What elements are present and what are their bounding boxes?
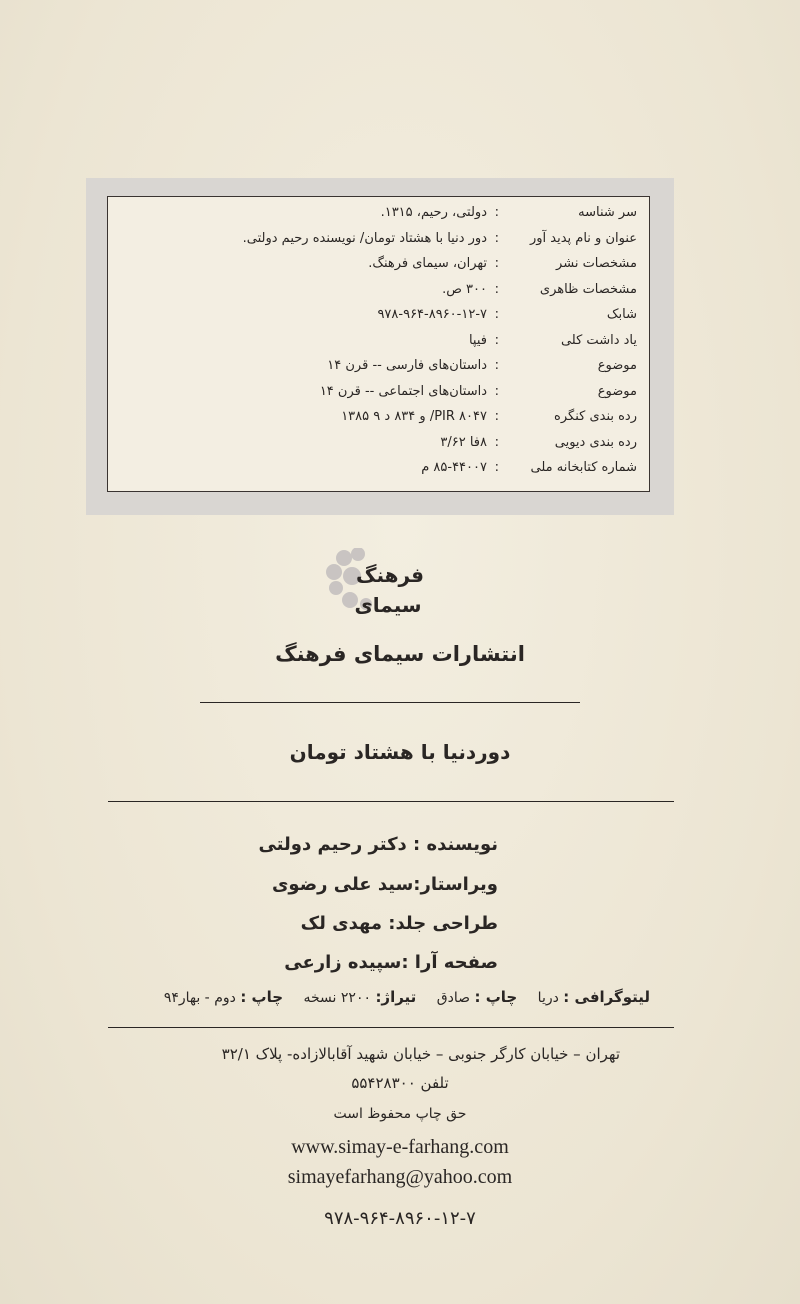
edition-value: دوم - بهار۹۴ xyxy=(163,990,236,1006)
cataloging-colon: : xyxy=(494,409,499,424)
cataloging-colon: : xyxy=(494,256,499,271)
cataloging-row xyxy=(108,333,649,359)
cataloging-value: داستان‌های اجتماعی -- قرن ۱۴ xyxy=(319,383,487,399)
cataloging-colon: : xyxy=(494,358,499,373)
publisher-phone: تلفن ۵۵۴۲۸۳۰۰ xyxy=(351,1074,449,1092)
print-info-line xyxy=(164,988,650,1006)
cataloging-value: ۳۰۰ ص. xyxy=(442,281,487,297)
cataloging-row xyxy=(108,205,649,231)
cataloging-row xyxy=(108,307,649,333)
cataloging-row xyxy=(108,358,649,384)
cataloging-label: یاد داشت کلی xyxy=(560,332,637,348)
cataloging-value: ۸۵-۴۴۰۰۷ م xyxy=(421,460,487,475)
copyright-notice: حق چاپ محفوظ است xyxy=(333,1106,467,1122)
cataloging-value: داستان‌های فارسی -- قرن ۱۴ xyxy=(327,358,487,373)
publisher-address: تهران – خیابان کارگر جنوبی – خیابان شهید آقابالازاده- پلاک ۳۲/۱ xyxy=(221,1045,620,1063)
printer-label: چاپ : xyxy=(474,988,518,1006)
cataloging-value: ۹۷۸-۹۶۴-۸۹۶۰-۱۲-۷ xyxy=(377,307,487,322)
cataloging-row xyxy=(108,231,649,257)
cataloging-colon: : xyxy=(494,281,499,297)
cataloging-row xyxy=(108,435,649,461)
cataloging-value: ۸فا ۳/۶۲ xyxy=(440,434,487,450)
cataloging-value: تهران، سیمای فرهنگ. xyxy=(368,256,487,271)
divider-short xyxy=(200,702,580,703)
cataloging-row xyxy=(108,460,649,486)
cataloging-in-publication-box xyxy=(107,196,650,492)
cataloging-row xyxy=(108,256,649,282)
divider-title xyxy=(108,801,674,802)
cataloging-colon: : xyxy=(494,307,499,322)
logo-text-top: فرهنگ xyxy=(355,563,425,587)
email-link[interactable]: simayefarhang@yahoo.com xyxy=(287,1166,513,1188)
logo-text-bottom: سیمای xyxy=(354,593,422,617)
print-run-value: ۲۲۰۰ نسخه xyxy=(303,990,371,1006)
cataloging-colon: : xyxy=(494,230,499,246)
cataloging-colon: : xyxy=(494,383,499,399)
credit-cover-design: طراحی جلد: مهدی لک xyxy=(300,913,498,934)
cataloging-label: مشخصات ظاهری xyxy=(539,281,637,297)
isbn: ۹۷۸-۹۶۴-۸۹۶۰-۱۲-۷ xyxy=(324,1208,476,1229)
cataloging-label: رده بندی دیویی xyxy=(554,434,637,450)
book-title: دوردنیا با هشتاد تومان xyxy=(289,740,511,764)
credit-layout: صفحه آرا :سپیده زارعی xyxy=(284,952,498,973)
print-run-label: تیراژ: xyxy=(375,988,417,1006)
cataloging-colon: : xyxy=(494,205,499,220)
cataloging-label: شماره کتابخانه ملی xyxy=(530,460,637,475)
cataloging-colon: : xyxy=(494,332,499,348)
litho-value: دریا xyxy=(537,990,559,1006)
cataloging-value: دور دنیا با هشتاد تومان/ نویسنده رحیم دولتی. xyxy=(242,230,487,246)
publisher-logo xyxy=(322,548,442,624)
cataloging-row xyxy=(108,282,649,308)
publisher-name: انتشارات سیمای فرهنگ xyxy=(275,642,525,666)
credit-editor: ویراستار:سید علی رضوی xyxy=(271,874,498,895)
cataloging-value: PIR ۸۰۴۷/ و ۸۳۴ د ۹ ۱۳۸۵ xyxy=(341,409,487,424)
cataloging-row xyxy=(108,384,649,410)
edition-label: چاپ : xyxy=(240,988,284,1006)
divider-bottom xyxy=(108,1027,674,1028)
cataloging-label: عنوان و نام پدید آور xyxy=(529,230,637,246)
cataloging-value: دولتی، رحیم، ۱۳۱۵. xyxy=(380,205,487,220)
cataloging-colon: : xyxy=(494,460,499,475)
litho-label: لیتوگرافی : xyxy=(563,988,650,1006)
printer-value: صادق xyxy=(436,990,471,1006)
cataloging-label: مشخصات نشر xyxy=(556,256,637,271)
cataloging-value: فیپا xyxy=(468,332,487,348)
cataloging-colon: : xyxy=(494,434,499,450)
cataloging-label: شابک xyxy=(606,307,637,322)
cataloging-label: رده بندی کنگره xyxy=(554,409,637,424)
credit-author: نویسنده : دکتر رحیم دولتی xyxy=(258,834,498,855)
cataloging-label: سر شناسه xyxy=(578,205,637,220)
website-link[interactable]: www.simay-e-farhang.com xyxy=(291,1136,509,1158)
cataloging-label: موضوع xyxy=(597,383,637,399)
cataloging-label: موضوع xyxy=(597,358,637,373)
cataloging-row xyxy=(108,409,649,435)
